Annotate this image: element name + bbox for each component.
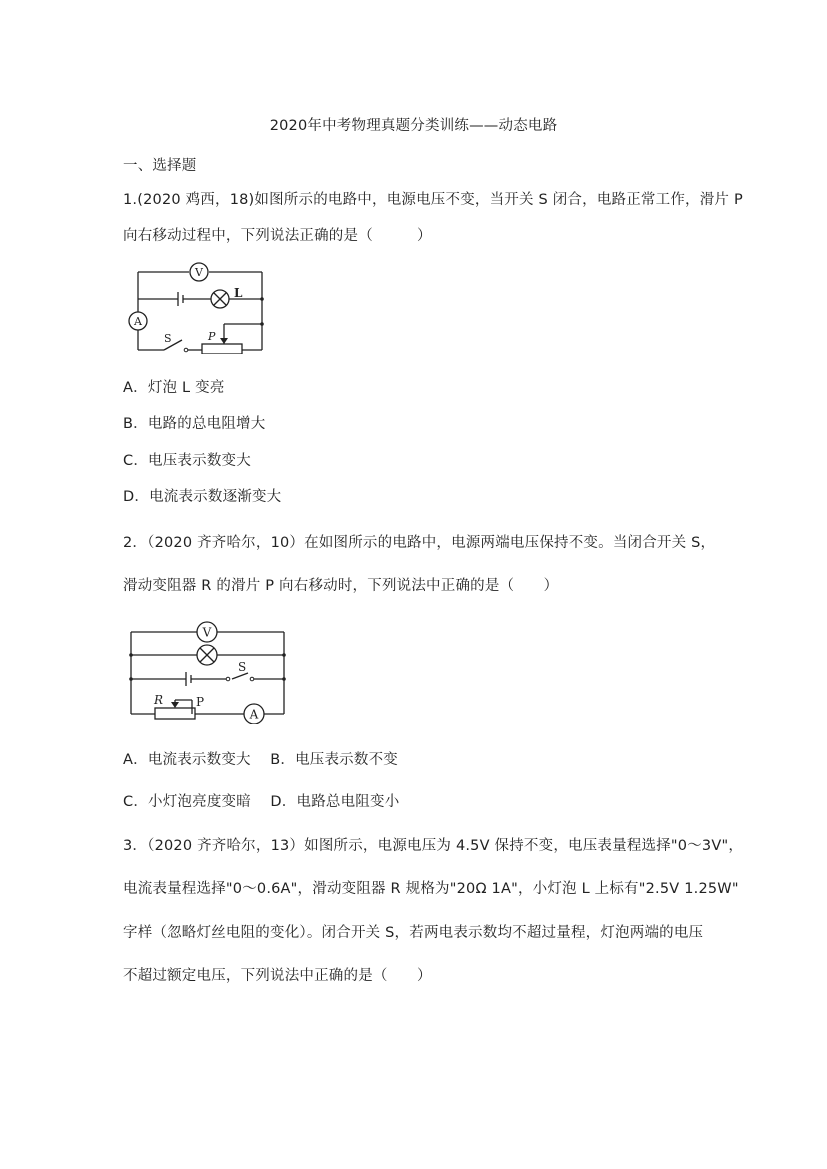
question-1-option-b: B．电路的总电阻增大	[123, 416, 266, 432]
question-3-line-1: 3．（2020 齐齐哈尔，13）如图所示，电源电压为 4.5V 保持不变，电压表量程选择"0～3V"，	[123, 838, 744, 854]
question-2-options-row-1: A．电流表示数变大 B．电压表示数不变	[123, 752, 398, 768]
question-1-option-d: D．电流表示数逐渐变大	[123, 489, 282, 505]
question-1-circuit-diagram	[128, 262, 270, 354]
ammeter-label: A	[134, 315, 142, 328]
voltmeter-label: V	[195, 266, 203, 279]
question-3-line-4: 不超过额定电压，下列说法中正确的是（ ）	[123, 968, 432, 984]
question-2-line-2: 滑动变阻器 R 的滑片 P 向右移动时，下列说法中正确的是（ ）	[123, 578, 559, 594]
question-2-options-row-2: C．小灯泡亮度变暗 D．电路总电阻变小	[123, 794, 400, 810]
voltmeter-label: V	[202, 625, 212, 640]
slider-label: P	[196, 695, 205, 709]
ammeter-label: A	[249, 707, 259, 722]
question-3-line-3: 字样（忽略灯丝电阻的变化）。闭合开关 S，若两电表示数均不超过量程，灯泡两端的电压	[123, 925, 704, 941]
question-1-option-c: C．电压表示数变大	[123, 453, 251, 469]
question-3-line-2: 电流表量程选择"0～0.6A"，滑动变阻器 R 规格为"20Ω 1A"，小灯泡 L 上标有"2.5V 1.25W"	[123, 881, 739, 897]
question-1-option-a: A．灯泡 L 变亮	[123, 380, 225, 396]
section-heading: 一、选择题	[123, 158, 197, 174]
resistor-label: R	[154, 693, 164, 707]
slider-label: P	[208, 330, 216, 343]
lamp-label: L	[234, 286, 243, 300]
question-2-line-1: 2．（2020 齐齐哈尔，10）在如图所示的电路中，电源两端电压保持不变。当闭合开关 S，	[123, 535, 716, 551]
question-1-line-1: 1.(2020 鸡西，18)如图所示的电路中，电源电压不变，当开关 S 闭合，电路正常工作，滑片 P	[123, 192, 743, 208]
switch-label: S	[238, 660, 247, 674]
switch-label: S	[164, 332, 172, 345]
document-title: 2020年中考物理真题分类训练——动态电路	[269, 118, 558, 134]
question-1-line-2: 向右移动过程中，下列说法正确的是（ ）	[123, 228, 432, 244]
question-2-circuit-diagram	[124, 620, 290, 724]
